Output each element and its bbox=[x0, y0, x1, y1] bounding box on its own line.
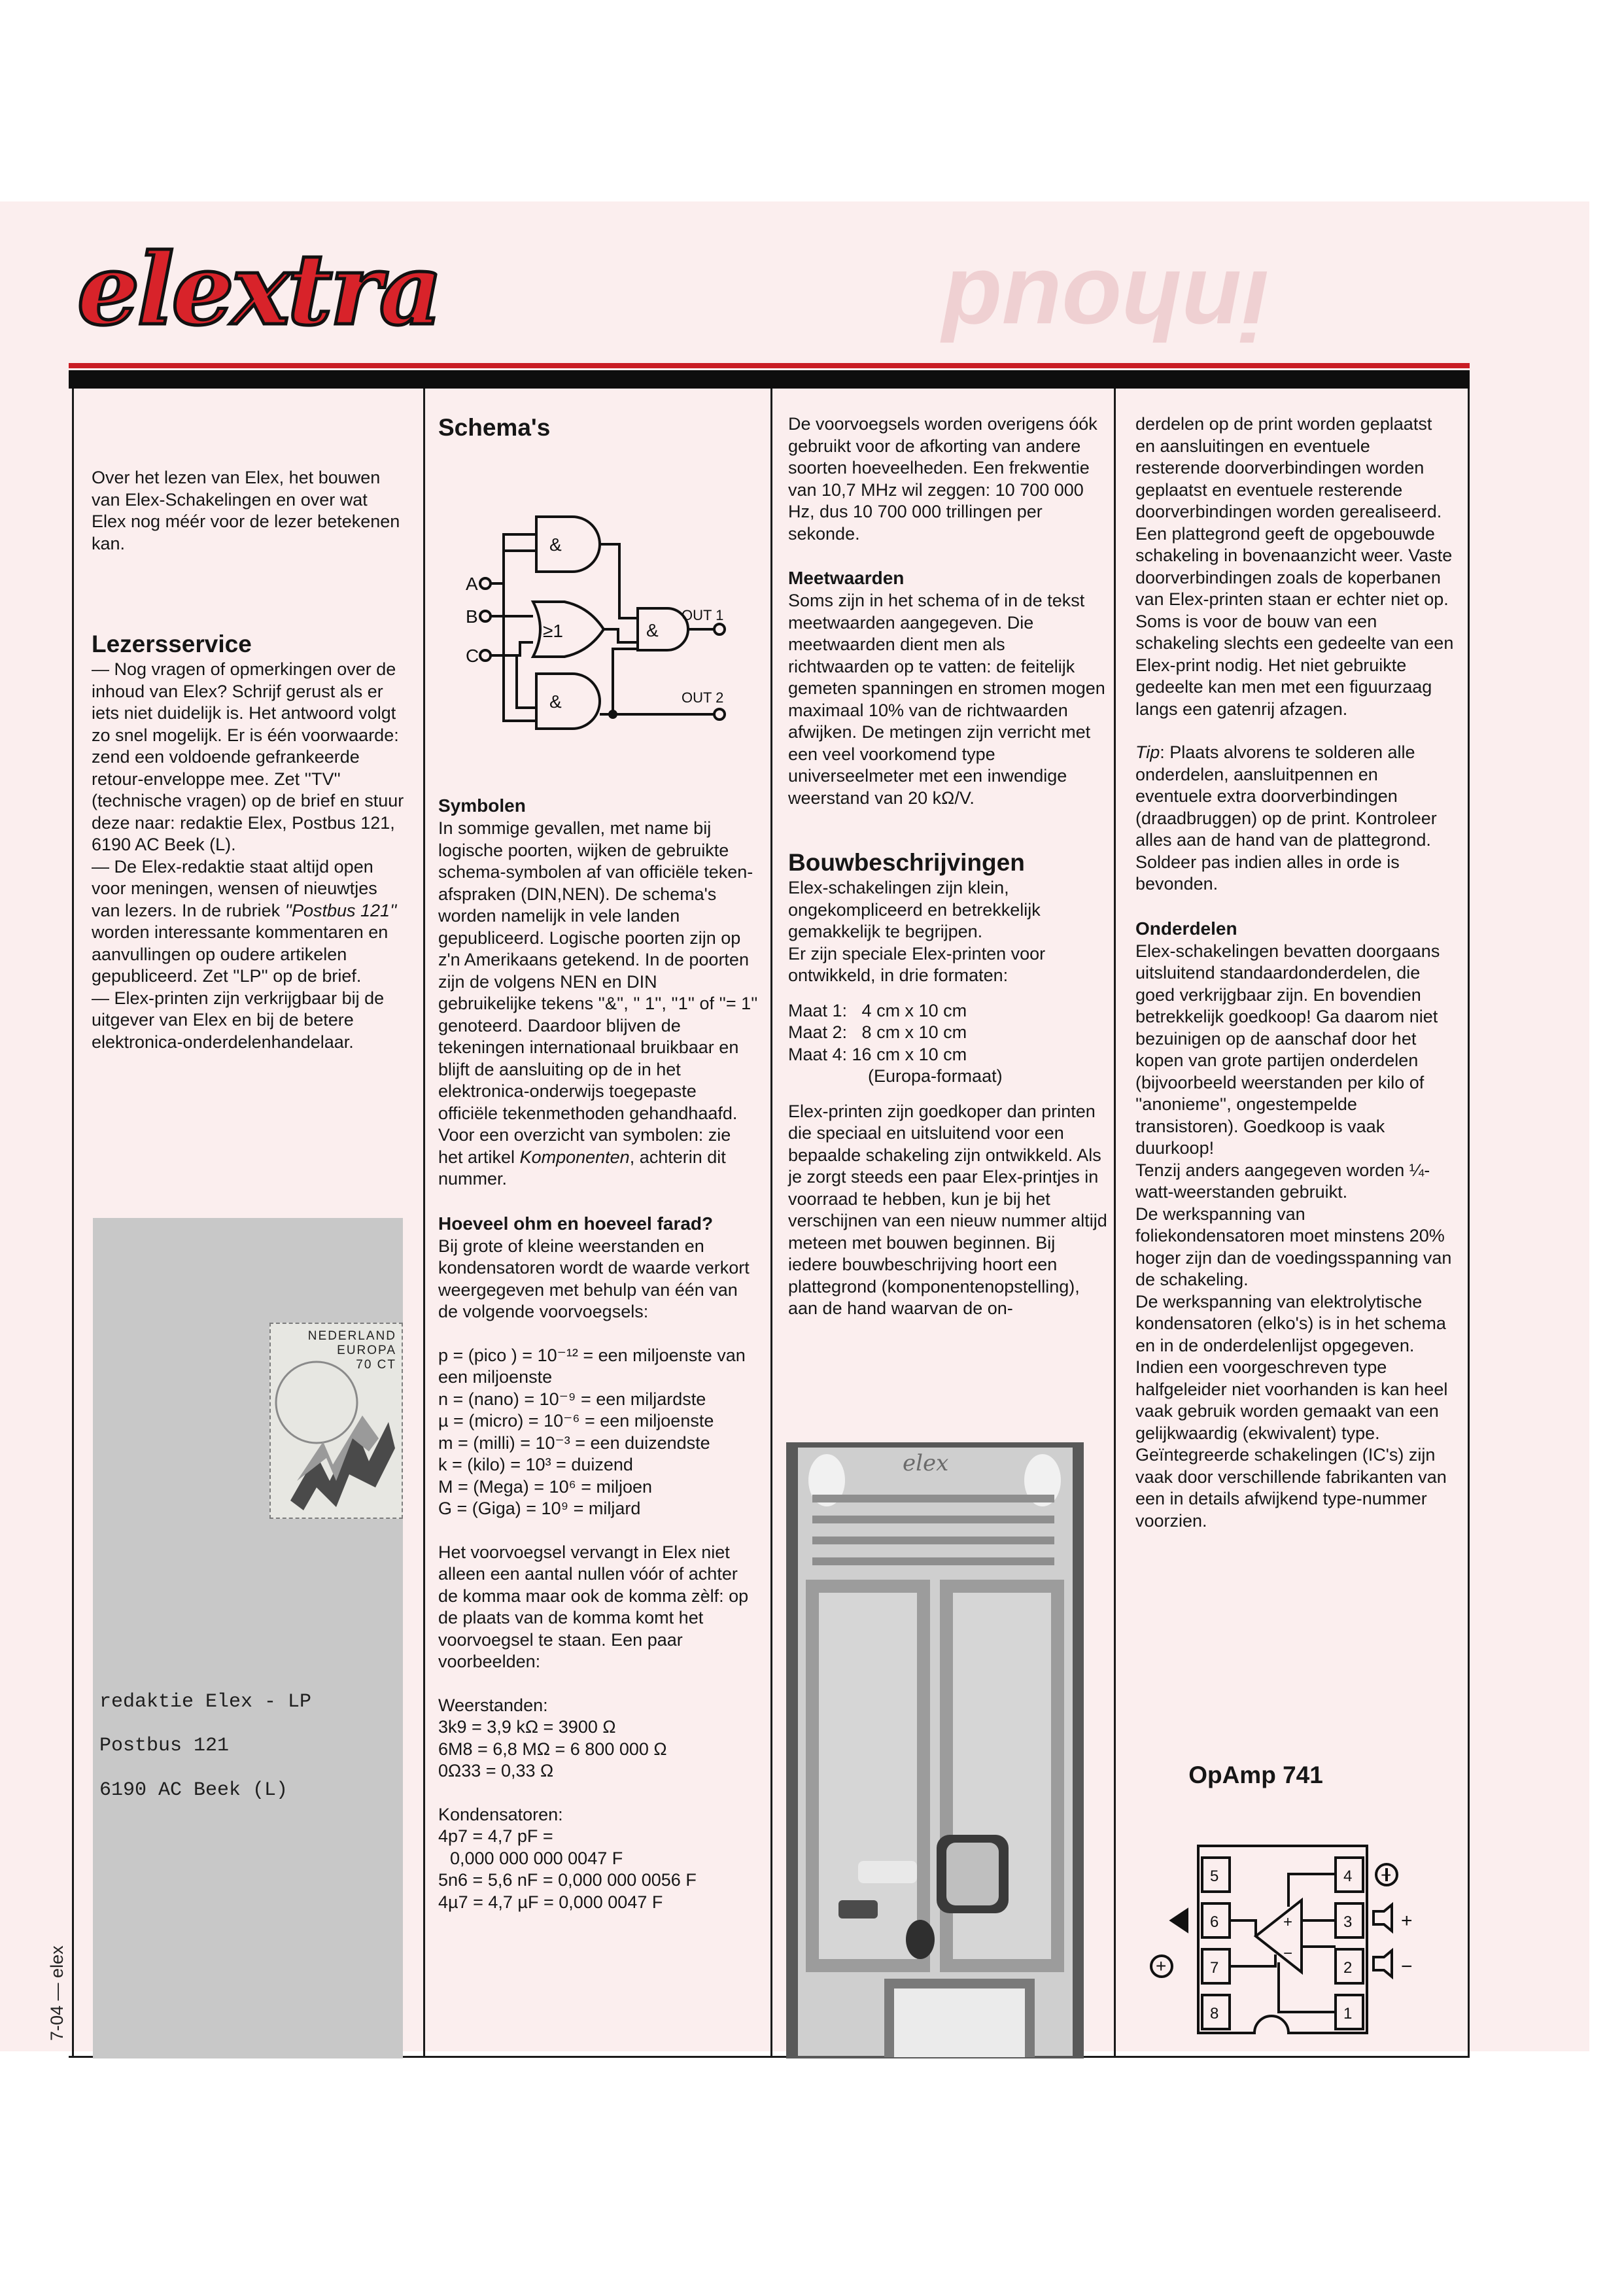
address-line-3: 6190 AC Beek (L) bbox=[99, 1779, 288, 1801]
input-c-label: C bbox=[466, 646, 479, 666]
input-a-label: A bbox=[466, 574, 478, 594]
masthead-logo: elextra bbox=[77, 232, 440, 347]
prefix-giga: G = (Giga) = 10⁹ = miljard bbox=[438, 1499, 641, 1518]
weerstand-example: 3k9 = 3,9 kΩ = 3900 Ω bbox=[438, 1717, 616, 1737]
bouw-text-3: Elex-printen zijn goedkoper dan printen die speciaal en uitsluitend voor een bepaalde schakeling zijn ontwikkeld. Als je zorgt steeds een paar Elex-printjes in voorraad te hebben, kun je bij het verschijnen van een nieuw nummer altijd meteen met bouwen beginnen. Bij iedere bouwbeschrijving hoort een plattegrond (komponentenopstelling), aan de hand waarvan de on- bbox=[788, 1101, 1107, 1318]
column-rule-5 bbox=[1468, 389, 1470, 2058]
opamp-pin-label: 3 bbox=[1343, 1913, 1353, 1931]
indien-text: Indien een voorgeschreven type halfgeleider niet voorhanden is kan heel vaak gebruik worden gemaakt van een gelijkwaardig (ekwivalent) type. Geïntegreerde schakelingen (IC's) zijn vaak door verschillende fabrikanten van een in details afwijkend type-nummer voorzien. bbox=[1135, 1357, 1448, 1531]
elex-pcb-photo bbox=[786, 1442, 1084, 2058]
column-rule-2 bbox=[423, 389, 425, 2058]
supply-plus-label: + bbox=[1156, 1956, 1167, 1976]
opamp-pin-label: 4 bbox=[1343, 1867, 1353, 1885]
gate-3-label: & bbox=[646, 620, 659, 640]
voorvoegsels-text: De voorvoegsels worden overigens óók gebruikt voor de afkorting van andere soorten hoeveelheden. Een frekwentie van 10,7 MHz wil zeggen: 10 700 000 Hz, dus 10 700 000 trillingen per sekonde. bbox=[788, 414, 1097, 544]
column-3 bbox=[788, 413, 1109, 1320]
header-rule-black bbox=[69, 370, 1470, 389]
input-plus-label: + bbox=[1401, 1910, 1413, 1932]
lezersservice-p1: — Nog vragen of opmerkingen over de inhoud van Elex? Schrijf gerust als er iets niet duidelijk is. Het antwoord volgt zo snel mogelijk. Er is één voorwaarde: zend een voldoende gefrankeerde retour-enveloppe mee. Zet ''TV'' (technische vragen) op de brief en stuur deze naar: redaktie Elex, Postbus 121, 6190 AC Beek (L). bbox=[92, 659, 404, 854]
kondensator-example: 5n6 = 5,6 nF = 0,000 000 0056 F bbox=[438, 1870, 697, 1890]
column-1 bbox=[92, 467, 406, 1053]
weerstand-example: 6M8 = 6,8 MΩ = 6 800 000 Ω bbox=[438, 1739, 667, 1759]
opamp-pinout-diagram bbox=[1138, 1832, 1426, 2047]
folie-text: De werkspanning van foliekondensatoren moet minstens 20% hoger zijn dan de voedingsspanning van de schakeling. bbox=[1135, 1204, 1452, 1289]
inverting-sign: − bbox=[1283, 1945, 1293, 1962]
out2-label: OUT 2 bbox=[682, 689, 724, 706]
prefix-milli: m = (milli) = 10⁻³ = een duizendste bbox=[438, 1432, 710, 1453]
tip-text: Tip: Plaats alvorens te solderen alle onderdelen, aansluitpennen en eventuele extra doorverbindingen (draadbruggen) op de print. Kontroleer alles aan de hand van de plattegrond. Soldeer pas indien alles in orde is bevonden. bbox=[1135, 742, 1437, 894]
figuurzaag-text: Soms is voor de bouw van een schakeling slechts een gedeelte van een Elex-print nodig. Het niet gebruikte gedeelte kan men met een figuurzaag langs een gatenrij afzagen. bbox=[1135, 611, 1454, 719]
opamp-pin-label: 8 bbox=[1210, 2005, 1219, 2023]
logic-gate-diagram bbox=[451, 504, 733, 739]
gate-4-label: & bbox=[549, 691, 562, 712]
meetwaarden-text: Soms zijn in het schema of in de tekst meetwaarden aangegeven. Die meetwaarden dient men als richtwaarden op te vatten: de feitelijk gemeten spanningen en stromen mogen maximaal 10% van de richtwaarden afwijken. De metingen zijn verricht met een veel voorkomend type universeelmeter met een inwendige weerstand van 20 kΩ/V. bbox=[788, 591, 1105, 808]
maat-2: Maat 2: 8 cm x 10 cm bbox=[788, 1022, 967, 1042]
column-2 bbox=[438, 413, 759, 442]
address-line-2: Postbus 121 bbox=[99, 1735, 230, 1757]
column-2-body bbox=[438, 794, 759, 1913]
intro-text: Over het lezen van Elex, het bouwen van Elex-Schakelingen en over wat Elex nog méér voor de lezer betekenen kan. bbox=[92, 468, 400, 553]
prefix-pico: p = (pico ) = 10⁻¹² = een miljoenste van een miljoenste bbox=[438, 1345, 746, 1387]
show-through-text: inhoud bbox=[942, 251, 1269, 360]
prefix-kilo: k = (kilo) = 10³ = duizend bbox=[438, 1455, 633, 1474]
prefix-nano: n = (nano) = 10⁻⁹ = een miljardste bbox=[438, 1389, 706, 1409]
kondensatoren-label: Kondensatoren: bbox=[438, 1804, 563, 1824]
column-4 bbox=[1135, 413, 1456, 1532]
page-number: 7-04 — elex bbox=[47, 1945, 67, 2041]
maat-1: Maat 1: 4 cm x 10 cm bbox=[788, 1000, 967, 1020]
maat-4: Maat 4: 16 cm x 10 cm bbox=[788, 1044, 967, 1064]
maat-note: (Europa-formaat) bbox=[868, 1066, 1003, 1086]
lezersservice-p2: — De Elex-redaktie staat altijd open voor meningen, wensen of nieuwtjes van lezers. In de rubriek ''Postbus 121'' worden interessante kommentaren en aanvullingen op oudere artikelen gepubliceerd. Zet ''LP'' op de brief. bbox=[92, 856, 397, 986]
envelope-photo bbox=[93, 1218, 403, 2058]
lezersservice-heading: Lezersservice bbox=[92, 631, 252, 657]
prefix-mega: M = (Mega) = 10⁶ = miljoen bbox=[438, 1476, 653, 1497]
header-rule-red bbox=[69, 363, 1470, 368]
onderdelen-heading: Onderdelen bbox=[1135, 918, 1237, 939]
tenzij-text: Tenzij anders aangegeven worden ¼-watt-weerstanden gebruikt. bbox=[1135, 1160, 1430, 1202]
pcb-artwork bbox=[786, 1442, 1084, 2058]
weerstanden-label: Weerstanden: bbox=[438, 1695, 548, 1715]
supply-minus-label: − bbox=[1381, 1865, 1392, 1885]
column-rule-4 bbox=[1114, 389, 1116, 2058]
address-line-1: redaktie Elex - LP bbox=[99, 1691, 312, 1713]
bouw-text-2: Er zijn speciale Elex-printen voor ontwikkeld, in drie formaten: bbox=[788, 943, 1046, 985]
opamp-heading: OpAmp 741 bbox=[1188, 1762, 1323, 1788]
out1-label: OUT 1 bbox=[682, 607, 724, 623]
column-rule-1 bbox=[72, 389, 74, 2058]
postage-stamp: NEDERLAND EUROPA 70 CT bbox=[269, 1323, 403, 1519]
pcb-logo: elex bbox=[903, 1450, 949, 1476]
kondensator-example: 0,000 000 000 0047 F bbox=[450, 1848, 623, 1868]
plattegrond-text: derdelen op de print worden geplaatst en aansluitingen en eventuele resterende doorverbindingen worden geplaatst en eventuele resterende doorverbindingen worden gerealiseerd. Een plattegrond geeft de opgebouwde schakeling in bovenaanzicht weer. Vaste doorverbindingen zoals de koperbanen van Elex-printen staan er echter niet op. bbox=[1135, 414, 1453, 609]
onderdelen-text: Elex-schakelingen bevatten doorgaans uitsluitend standaardonderdelen, die goed verkrijgbaar zijn. En bovendien betrekkelijk goedkoop! Ga daarom niet bezuinigen op de aanschaf door het kopen van grote partijen onderdelen (bijvoorbeeld weerstanden per kilo of ''anonieme'', ongestempelde transistoren). Goedkoop is vaak duurkoop! bbox=[1135, 941, 1440, 1158]
bouw-text-1: Elex-schakelingen zijn klein, ongekompliceerd en betrekkelijk gemakkelijk te begrijpen. bbox=[788, 878, 1041, 941]
meetwaarden-heading: Meetwaarden bbox=[788, 568, 905, 588]
opamp-pin-label: 2 bbox=[1343, 1959, 1353, 1977]
kondensator-example: 4µ7 = 4,7 µF = 0,000 0047 F bbox=[438, 1892, 663, 1912]
kondensator-example: 4p7 = 4,7 pF = bbox=[438, 1826, 553, 1846]
prefix-micro: µ = (micro) = 10⁻⁶ = een miljoenste bbox=[438, 1411, 714, 1431]
symbolen-text: In sommige gevallen, met name bij logische poorten, wijken de gebruikte schema-symbolen af van officiële teken-afspraken (DIN,NEN). De schema's worden namelijk in vele landen gepubliceerd. Logische poorten zijn op z'n Amerikaans getekend. In de poorten zijn de volgens NEN en DIN gebruikelijke tekens ''&'', '' 1'', ''1'' of ''= 1'' genoteerd. Daardoor blijven de tekeningen internationaal bruikbaar en blijft de aansluiting op de in het elektronica-onderwijs toegepaste officiële tekenmethoden gehandhaafd. Voor een overzicht van symbolen: zie het artikel Komponenten, achterin dit nummer. bbox=[438, 818, 758, 1189]
gate-1-label: & bbox=[549, 534, 562, 555]
bouwbeschrijvingen-heading: Bouwbeschrijvingen bbox=[788, 849, 1025, 876]
symbolen-heading: Symbolen bbox=[438, 795, 526, 816]
weerstand-example: 0Ω33 = 0,33 Ω bbox=[438, 1761, 554, 1780]
hoeveel-text: Bij grote of kleine weerstanden en kondensatoren wordt de waarde verkort weergegeven met behulp van één van de volgende voorvoegsels: bbox=[438, 1236, 750, 1321]
schemas-heading: Schema's bbox=[438, 414, 551, 441]
noninverting-sign: + bbox=[1283, 1913, 1293, 1931]
voorvoegsel-text: Het voorvoegsel vervangt in Elex niet alleen een aantal nullen vóór of achter de komma maar ook de komma zèlf: op de plaats van de komma komt het voorvoegsel te staan. Een paar voorbeelden: bbox=[438, 1542, 749, 1671]
hoeveel-heading: Hoeveel ohm en hoeveel farad? bbox=[438, 1213, 714, 1234]
lezersservice-p3: — Elex-printen zijn verkrijgbaar bij de uitgever van Elex en bij de betere elektronica-onderdelenhandelaar. bbox=[92, 988, 385, 1052]
opamp-pin-label: 6 bbox=[1210, 1913, 1219, 1931]
elko-text: De werkspanning van elektrolytische kondensatoren (elko's) is in het schema en in de onderdelenlijst opgegeven. bbox=[1135, 1291, 1446, 1355]
opamp-pin-label: 5 bbox=[1210, 1867, 1219, 1885]
opamp-pin-label: 7 bbox=[1210, 1959, 1219, 1977]
input-minus-label: − bbox=[1401, 1956, 1413, 1977]
opamp-pin-label: 1 bbox=[1343, 2005, 1353, 2023]
column-rule-3 bbox=[770, 389, 772, 2058]
gate-2-label: ≥1 bbox=[543, 621, 563, 641]
stamp-artwork bbox=[271, 1324, 402, 1518]
input-b-label: B bbox=[466, 606, 478, 627]
